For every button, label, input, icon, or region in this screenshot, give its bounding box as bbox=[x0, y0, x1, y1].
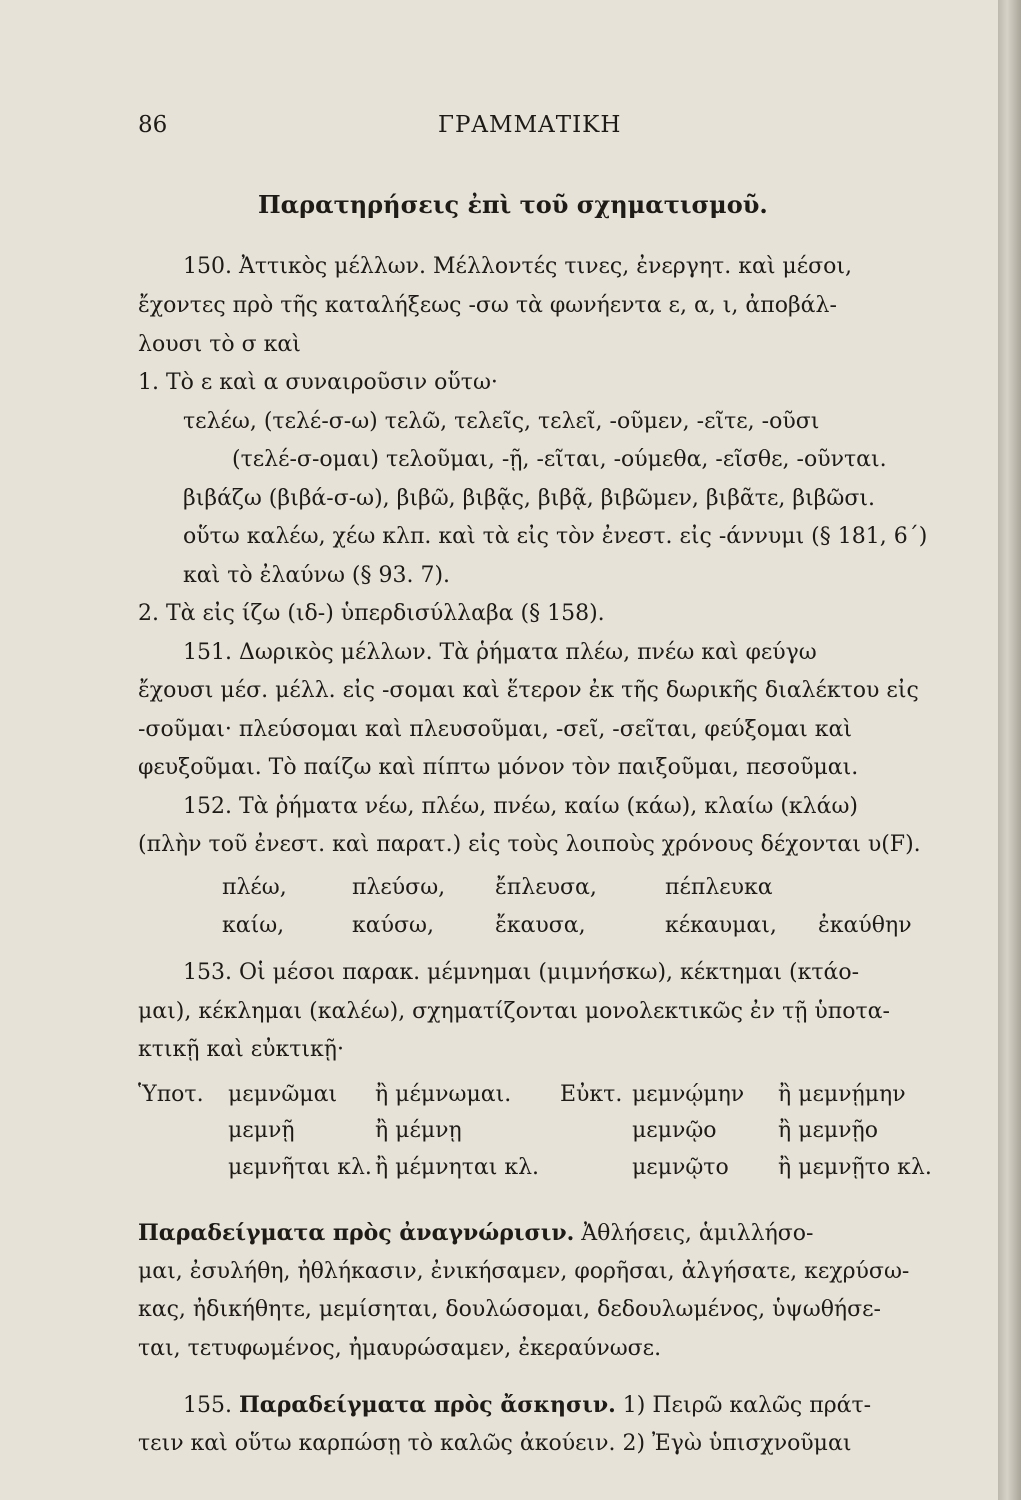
exercise-line: μαι, ἐσυλήθη, ἠθλήκασιν, ἐνικήσαμεν, φορῆσαι, ἀλγήσατε, κεχρύσω- bbox=[138, 1259, 910, 1284]
paragraph-151-line: 151. Δωρικὸς μέλλων. Τὰ ῥήματα πλέω, πνέω καὶ φεύγω bbox=[183, 640, 817, 665]
table-cell: ἢ μέμνῃ bbox=[375, 1118, 462, 1143]
table-cell: μεμνῷο bbox=[632, 1118, 717, 1143]
table-cell: πλεύσω, bbox=[352, 875, 446, 900]
paragraph-153-line: κτικῇ καὶ εὐκτικῇ· bbox=[138, 1037, 344, 1062]
table-cell: μεμνῷτο bbox=[632, 1155, 729, 1180]
paradigm-line: οὕτω καλέω, χέω κλπ. καὶ τὰ εἰς τὸν ἐνεστ. εἰς -άννυμι (§ 181, 6΄) bbox=[183, 524, 928, 549]
table-cell: ἐκαύθην bbox=[818, 913, 912, 938]
exercise-heading: Παραδείγματα πρὸς ἀναγνώρισιν. bbox=[138, 1220, 575, 1246]
paragraph-number: 155. bbox=[183, 1393, 232, 1418]
exercise-line: κας, ἠδικήθητε, μεμίσηται, δουλώσομαι, δεδουλωμένος, ὑψωθήσε- bbox=[138, 1297, 881, 1322]
optative-label: Εὐκτ. bbox=[560, 1082, 623, 1107]
exercise-heading: Παραδείγματα πρὸς ἄσκησιν. bbox=[238, 1392, 616, 1418]
rule-2-line: 2. Τὰ εἰς ίζω (ιδ-) ὑπερδισύλλαβα (§ 158). bbox=[138, 601, 605, 626]
table-cell: καίω, bbox=[222, 913, 285, 938]
table-cell: καύσω, bbox=[352, 913, 434, 938]
rule-1-line: 1. Τὸ ε καὶ α συναιροῦσιν οὕτω· bbox=[138, 370, 498, 395]
running-title: ΓΡΑΜΜΑΤΙΚΗ bbox=[438, 112, 622, 138]
paragraph-150-line: 150. Ἀττικὸς μέλλων. Μέλλοντές τινες, ἐνεργητ. καὶ μέσοι, bbox=[183, 254, 853, 279]
paragraph-150-line: λουσι τὸ σ καὶ bbox=[138, 332, 301, 357]
paragraph-153-line: μαι), κέκλημαι (καλέω), σχηματίζονται μονολεκτικῶς ἐν τῇ ὑποτα- bbox=[138, 999, 890, 1024]
table-cell: ἢ μεμνῇο bbox=[778, 1118, 878, 1143]
paradigm-line: καὶ τὸ ἐλαύνω (§ 93. 7). bbox=[183, 563, 451, 588]
table-cell: πλέω, bbox=[222, 875, 287, 900]
paragraph-152-line: (πλὴν τοῦ ἐνεστ. καὶ παρατ.) εἰς τοὺς λοιποὺς χρόνους δέχονται υ(F). bbox=[138, 832, 921, 857]
paragraph-151-line: -σοῦμαι· πλεύσομαι καὶ πλευσοῦμαι, -σεῖ, -σεῖται, φεύξομαι καὶ bbox=[138, 717, 852, 742]
paradigm-line: τελέω, (τελέ-σ-ω) τελῶ, τελεῖς, τελεῖ, -οῦμεν, -εῖτε, -οῦσι bbox=[183, 409, 820, 434]
table-cell: μεμνῶμαι bbox=[228, 1082, 338, 1107]
table-cell: μεμνῆται κλ. bbox=[228, 1155, 372, 1180]
exercise-practice-line bbox=[183, 1392, 871, 1418]
exercise-line: τειν καὶ οὕτω καρπώσῃ τὸ καλῶς ἀκούειν. 2) Ἐγὼ ὑπισχνοῦμαι bbox=[138, 1431, 852, 1456]
page-edge bbox=[998, 0, 1021, 1500]
table-cell: ἢ μέμνηται κλ. bbox=[375, 1155, 540, 1180]
paragraph-151-line: φευξοῦμαι. Τὸ παίζω καὶ πίπτω μόνον τὸν παιξοῦμαι, πεσοῦμαι. bbox=[138, 755, 859, 780]
table-cell: πέπλευκα bbox=[665, 875, 773, 900]
exercise-line: ται, τετυφωμένος, ἠμαυρώσαμεν, ἐκεραύνωσε. bbox=[138, 1336, 662, 1361]
exercise-text: Ἀθλήσεις, ἁμιλλήσο- bbox=[581, 1221, 814, 1246]
paragraph-153-line: 153. Οἱ μέσοι παρακ. μέμνημαι (μιμνήσκω), κέκτημαι (κτάο- bbox=[183, 960, 860, 985]
page-number: 86 bbox=[138, 112, 168, 138]
subjunctive-label: Ὑποτ. bbox=[138, 1082, 204, 1107]
exercise-recognition-line bbox=[138, 1220, 813, 1246]
paragraph-152-line: 152. Τὰ ῥήματα νέω, πλέω, πνέω, καίω (κάω), κλαίω (κλάω) bbox=[183, 794, 858, 819]
table-cell: ἔκαυσα, bbox=[495, 913, 586, 938]
table-cell: ἢ μεμνῇτο κλ. bbox=[778, 1155, 932, 1180]
table-cell: μεμνῴμην bbox=[632, 1082, 745, 1107]
exercise-text: 1) Πειρῶ καλῶς πράτ- bbox=[622, 1393, 872, 1418]
table-cell: ἢ μεμνῄμην bbox=[778, 1082, 906, 1107]
paradigm-line: βιβάζω (βιβά-σ-ω), βιβῶ, βιβᾷς, βιβᾷ, βιβῶμεν, βιβᾶτε, βιβῶσι. bbox=[183, 486, 875, 511]
table-cell: ἔπλευσα, bbox=[495, 875, 597, 900]
paragraph-151-line: ἔχουσι μέσ. μέλλ. εἰς -σομαι καὶ ἕτερον ἐκ τῆς δωρικῆς διαλέκτου εἰς bbox=[138, 678, 919, 703]
section-heading: Παρατηρήσεις ἐπὶ τοῦ σχηματισμοῦ. bbox=[258, 190, 768, 219]
paragraph-150-line: ἔχοντες πρὸ τῆς καταλήξεως -σω τὰ φωνήεντα ε, α, ι, ἀποβάλ- bbox=[138, 293, 837, 318]
table-cell: κέκαυμαι, bbox=[665, 913, 777, 938]
table-cell: μεμνῇ bbox=[228, 1118, 295, 1143]
table-cell: ἢ μέμνωμαι. bbox=[375, 1082, 512, 1107]
paradigm-line: (τελέ-σ-ομαι) τελοῦμαι, -ῇ, -εῖται, -ούμεθα, -εῖσθε, -οῦνται. bbox=[232, 447, 887, 472]
